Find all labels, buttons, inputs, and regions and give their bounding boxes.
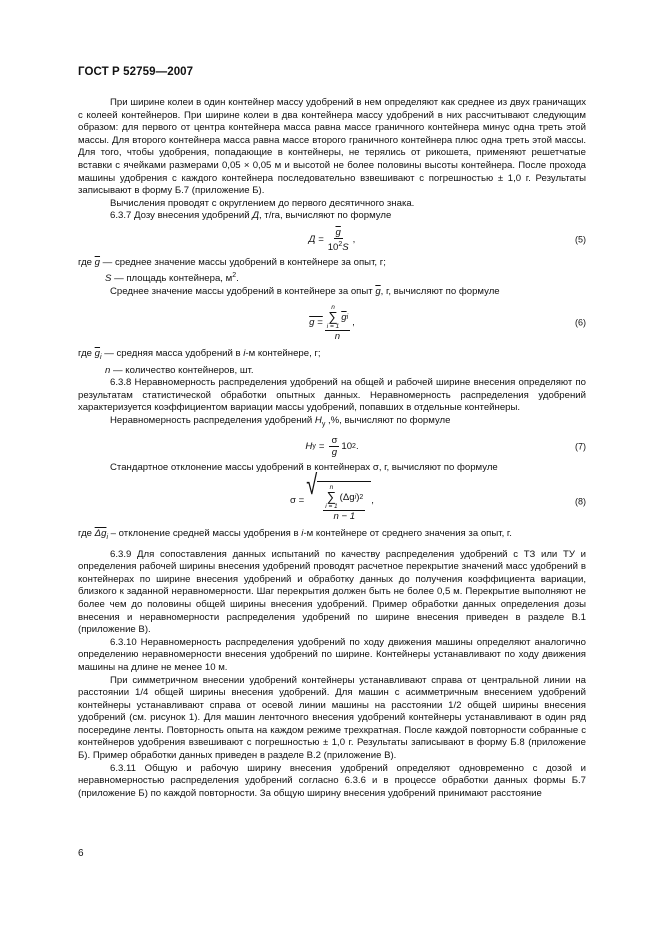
- square-root: √ n ∑ i = 1 (Δg i ) 2 n − 1: [306, 481, 371, 522]
- formula-7: H y = $\frac{\sigma}{g}$ 10 2 . (7): [305, 435, 586, 459]
- formula-5-number: (5): [575, 234, 586, 245]
- page-number: 6: [78, 848, 84, 859]
- formula-6-fraction: n ∑ i = 1 $\overline{g}$ i n: [326, 304, 349, 343]
- formula-6-number: (6): [575, 317, 586, 328]
- paragraph-unevenness: Неравномерность распределения удобрений $H_y$ ,%, вычисляют по формуле: [110, 414, 451, 428]
- paragraph-std-deviation: Стандартное отклонение массы удобрений в контейнерах σ, г, вычисляют по формуле: [110, 462, 498, 474]
- formula-6: g = n ∑ i = 1 $\overline{g}$ i n , (6): [309, 304, 586, 343]
- paragraph-6-3-10: 6.3.10 Неравномерность распределения удобрений по ходу движения машины определяют аналогично определению неравномерности внесения удобрений по ширине. Контейнеры устанавливают по ходу движения машины на длине не менее 10 м.: [78, 636, 586, 673]
- paragraph-6-3-7: 6.3.7 Дозу внесения удобрений Д, т/га, вычисляют по формуле: [110, 210, 392, 222]
- formula-5-fraction: $\frac{\overline{g}}{10^2S}$: [327, 226, 349, 254]
- paragraph-rounding: Вычисления проводят с округлением до первого десятичного знака.: [110, 197, 415, 209]
- document-body: [78, 97, 586, 800]
- paragraph-6-3-11: 6.3.11 Общую и рабочую ширину внесения удобрений определяют одновременно с дозой и неравномерностью распределения удобрений согласно 6.3.6 и в процессе обработки данных формы Б.7 (приложение Б) по каждой повторности. За общую ширину внесения удобрений принимают расстояние: [78, 762, 586, 799]
- formula-7-fraction: $\frac{\sigma}{g}$: [331, 435, 338, 459]
- formula-5-definitions: где $\overline{g}$ — среднее значение массы удобрений в контейнере за опыт, г; S — площадь контейнера, $м^2$.: [78, 257, 386, 284]
- paragraph-mean-value: Среднее значение массы удобрений в контейнере за опыт $\overline{g}$, г, вычисляют по формуле: [110, 285, 500, 297]
- sum-symbol: n ∑ i = 1: [325, 484, 338, 511]
- paragraph-symmetric-application: При симметричном внесении удобрений контейнеры устанавливают справа от центральной линии на расстоянии 1/4 общей ширины внесения удобрений. Для машин с асимметричным внесением удобрений контейнеры устанавливают справа от осевой линии машины на расстоянии 1/2 общей ширины внесения удобрений (см. рисунок 1). Для машин ленточного внесения удобрений контейнеры устанавливают в один ряд посередине ленты. Повторность опыта на каждом режиме трехкратная. После каждой повторности собранные с контейнеров удобрения взвешивают с погрешностью ± 1,0 г. Результаты записывают в форму Б.8 (приложение Б). Пример обработки данных приведен в разделе В.2 (приложение В).: [78, 674, 586, 762]
- paragraph-6-3-9: 6.3.9 Для сопоставления данных испытаний по качеству распределения удобрений с ТЗ или ТУ и определения рабочей ширины внесения удобрений проводят расчетное перекрытие значений масс удобрений в контейнерах по ширине внесения удобрений и обработку данных до получения коэффициента вариации, близкого к заданной неравномерности. Шаг перекрытия должен быть не более 0,5 м. Перекрытие выполняют не более чем до половины общей ширины внесения удобрений. Пример обработки данных определения дозы внесения и неравномерности распределения удобрений по ширине внесения приведен в разделе В.1 (приложение В).: [78, 548, 586, 636]
- formula-8-definitions: где $\overline{\Delta g}_i$ – отклонение средней массы удобрения в i-м контейнере от среднего значения за опыт, г.: [78, 528, 512, 541]
- formula-7-number: (7): [575, 441, 586, 452]
- paragraph-6-3-8: 6.3.8 Неравномерность распределения удобрений на общей и рабочей ширине внесения определяют по результатам статистической обработки опытных данных. Неравномерность распределения удобрений характеризуется коэффициентом вариации массы удобрений, попавших в отдельные контейнеры.: [78, 377, 586, 414]
- formula-8-number: (8): [575, 496, 586, 507]
- formula-5: Д = $\frac{\overline{g}}{10^2S}$ , (5): [308, 226, 586, 254]
- sum-symbol: n ∑ i = 1: [326, 304, 340, 331]
- formula-8: σ = √ n ∑ i = 1 (Δg i ) 2 n − 1 , (8): [290, 470, 586, 523]
- formula-6-definitions: где $\overline{g}_i$ — средняя масса удобрений в i-м контейнере, г; n — количество контейнеров, шт.: [78, 348, 321, 376]
- formula-8-fraction: n ∑ i = 1 (Δg i ) 2 n − 1: [325, 484, 364, 523]
- paragraph-track-containers: При ширине колеи в один контейнер массу удобрений в нем определяют как среднее из двух граничащих с колеей контейнеров. При ширине колеи в два контейнера массу удобрений в них рассчитывают следующим образом: для первого от центра контейнера масса равна массе граничного контейнера минус одна треть этой массы. Для второго контейнера масса равна массе второго граничного контейнера плюс одна треть этой массы. Для того, чтобы удобрения, попадающие в контейнеры, не терялись от рикошета, применяют решетчатые вставки с ячейками размерами 0,05 × 0,05 м и высотой не более половины высоты контейнера. После прохода машины удобрения с каждого контейнера последовательно взвешивают с погрешностью ± 1,0 г. Результаты записывают в форму Б.7 (приложение Б).: [78, 97, 586, 197]
- document-header: ГОСТ Р 52759—2007: [78, 66, 194, 78]
